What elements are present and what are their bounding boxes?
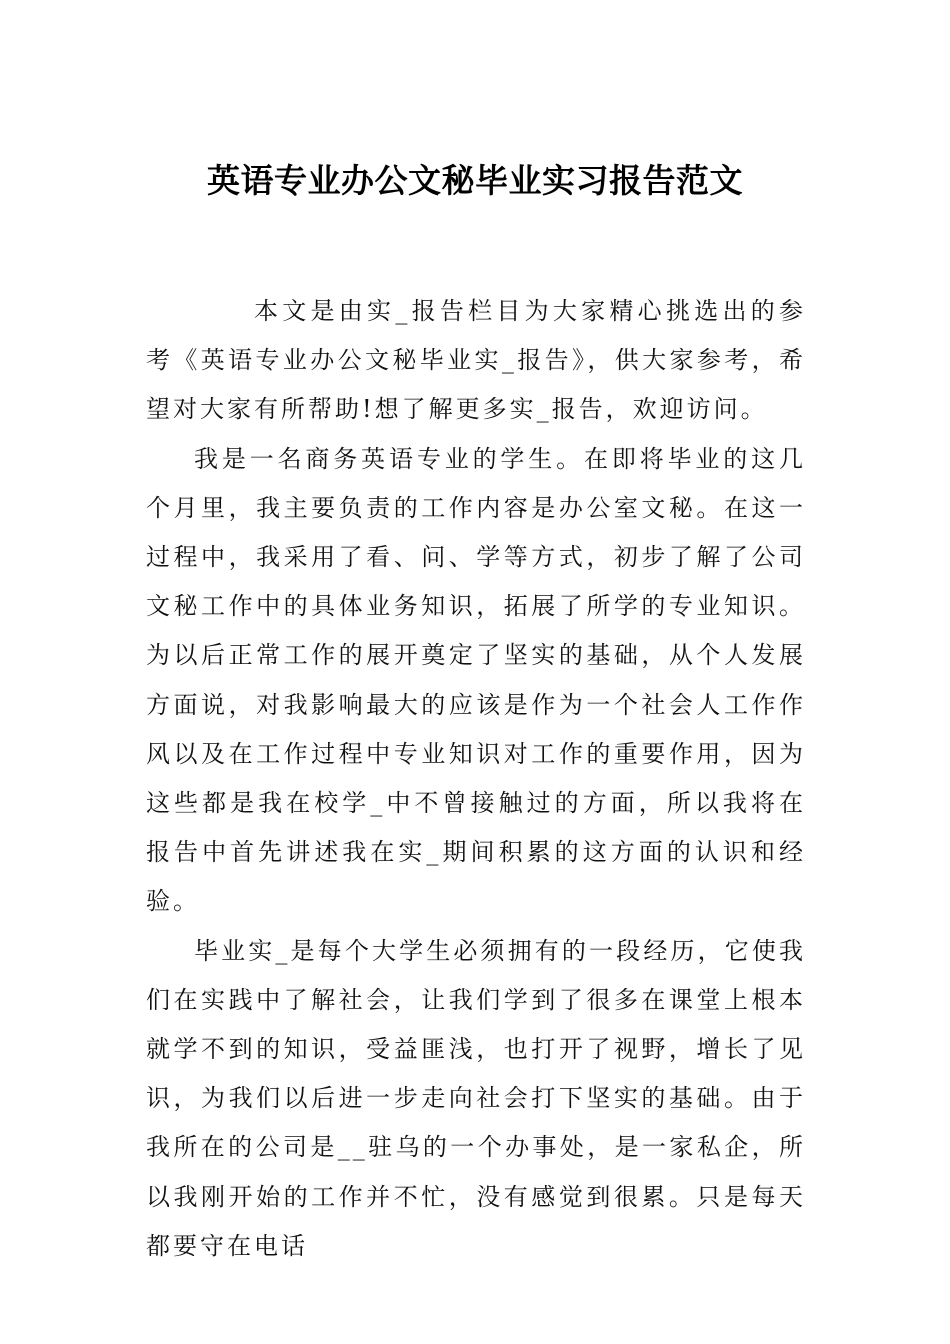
paragraph-internship: 毕业实_是每个大学生必须拥有的一段经历，它使我们在实践中了解社会，让我们学到了很多在课堂上根本就学不到的知识，受益匪浅，也打开了视野，增长了见识，为我们以后进一步走向社会打下坚实的基础。由于我所在的公司是__驻乌的一个办事处，是一家私企，所以我刚开始的工作并不忙，没有感觉到很累。只是每天都要守在电话: [146, 936, 806, 1260]
document-body: [146, 287, 806, 1271]
document-title: 英语专业办公文秘毕业实习报告范文: [207, 161, 743, 200]
paragraph-background: 我是一名商务英语专业的学生。在即将毕业的这几个月里，我主要负责的工作内容是办公室文秘。在这一过程中，我采用了看、问、学等方式，初步了解了公司文秘工作中的具体业务知识，拓展了所学的专业知识。为以后正常工作的展开奠定了坚实的基础，从个人发展方面说，对我影响最大的应该是作为一个社会人工作作风以及在工作过程中专业知识对工作的重要作用，因为这些都是我在校学_中不曾接触过的方面，所以我将在报告中首先讲述我在实_期间积累的这方面的认识和经验。: [146, 444, 806, 916]
paragraph-intro: 本文是由实_报告栏目为大家精心挑选出的参考《英语专业办公文秘毕业实_报告》，供大家参考，希望对大家有所帮助!想了解更多实_报告，欢迎访问。: [146, 297, 806, 424]
